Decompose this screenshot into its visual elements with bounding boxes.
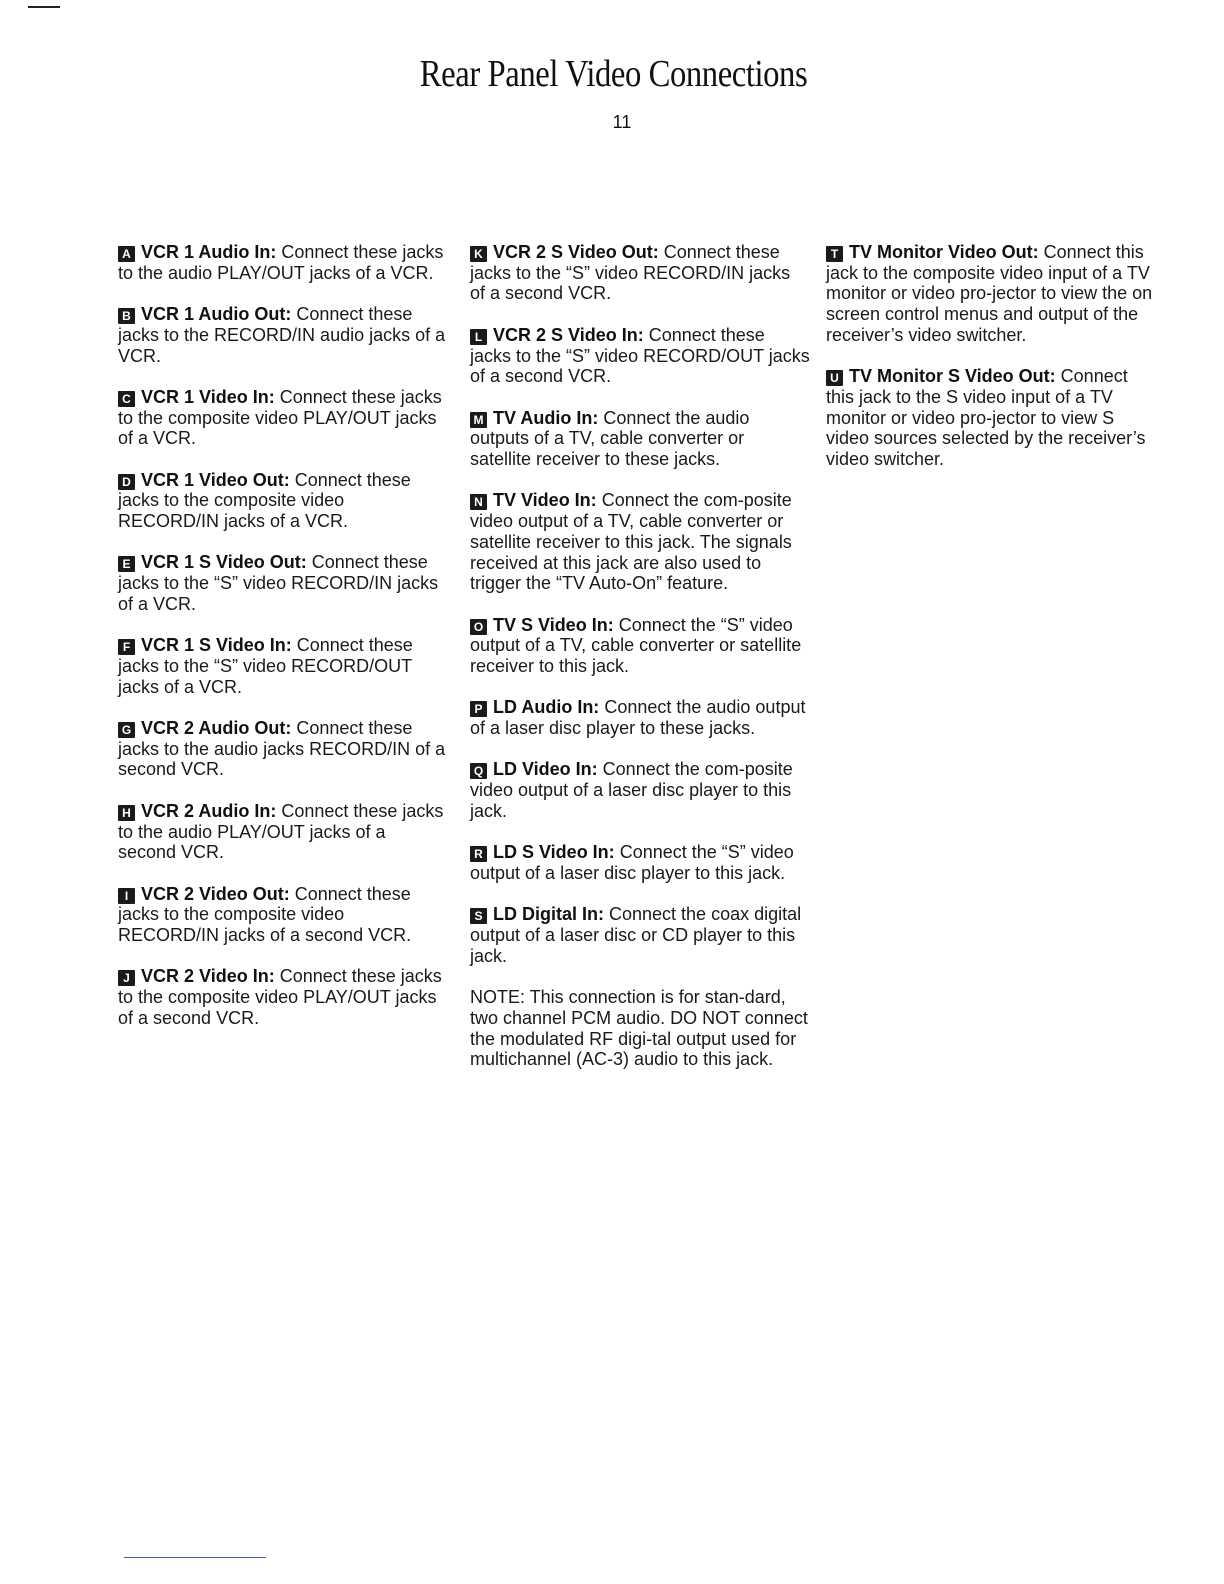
letter-badge: I (118, 888, 135, 904)
letter-badge: N (470, 494, 487, 510)
connection-description: Connect the com-posite video output of a TV, cable converter or satellite receiver to this jack. The signals received at this jack are also used to trigger the “TV Auto-On” feature. (470, 490, 792, 594)
page-number: 11 (612, 112, 632, 132)
connection-item-t (826, 242, 1156, 346)
connection-label: LD S Video In: (493, 842, 615, 863)
connection-description: Connect the coax digital output of a laser disc or CD player to this jack. (470, 904, 802, 966)
connection-item-l (470, 325, 810, 387)
page-title: Rear Panel Video Connections (419, 53, 808, 95)
connection-label: VCR 2 Video In: (141, 966, 275, 987)
connection-item-o (470, 615, 810, 677)
connection-description: Connect these jacks to the audio jacks RECORD/IN of a second VCR. (118, 718, 446, 780)
connection-description: Connect the com-posite video output of a laser disc player to this jack. (470, 759, 793, 821)
connection-label: VCR 1 S Video Out: (141, 552, 307, 573)
connection-item-r (470, 842, 810, 883)
letter-badge: E (118, 556, 135, 572)
connection-item-u (826, 366, 1156, 470)
connection-item-p (470, 697, 810, 738)
connection-label: LD Audio In: (493, 697, 600, 718)
letter-badge: G (118, 722, 135, 738)
letter-badge: R (470, 846, 487, 862)
connection-description: Connect these jacks to the “S” video RECORD/OUT jacks of a VCR. (118, 635, 413, 697)
connection-label: VCR 1 Audio In: (141, 242, 277, 262)
connection-item-b (118, 304, 448, 366)
letter-badge: Q (470, 763, 487, 779)
connection-description: Connect these jacks to the audio PLAY/OUT jacks of a VCR. (118, 242, 444, 283)
column-3 (826, 242, 1156, 490)
footer-rule (124, 1557, 266, 1558)
connection-label: TV Monitor Video Out: (849, 242, 1039, 262)
connection-label: LD Video In: (493, 759, 598, 780)
connection-item-f (118, 635, 448, 697)
connection-description: Connect this jack to the composite video input of a TV monitor or video pro-jector to view the on screen control menus and output of the receiver’s video switcher. (826, 242, 1153, 345)
connection-item-e (118, 552, 448, 614)
connection-description: Connect these jacks to the composite video RECORD/IN jacks of a second VCR. (118, 883, 412, 946)
connection-label: TV S Video In: (493, 614, 614, 635)
connection-label: TV Audio In: (493, 407, 599, 428)
connection-label: LD Digital In: (493, 904, 604, 925)
letter-badge: O (470, 619, 487, 635)
connection-description: Connect the audio outputs of a TV, cable converter or satellite receiver to these jacks. (470, 407, 750, 469)
letter-badge: K (470, 246, 487, 262)
connection-item-g (118, 718, 448, 780)
connection-description: Connect these jacks to the composite video PLAY/OUT jacks of a second VCR. (118, 966, 442, 1028)
connection-item-k (470, 242, 810, 304)
connection-description: Connect the “S” video output of a TV, cable converter or satellite receiver to this jack. (470, 614, 802, 676)
connection-description: Connect these jacks to the composite video RECORD/IN jacks of a VCR. (118, 469, 411, 532)
connection-item-s (470, 904, 810, 966)
connection-label: VCR 2 Video Out: (141, 883, 290, 904)
connection-description: Connect this jack to the S video input of a TV monitor or video pro-jector to view S video sources selected by the receiver’s video switcher. (826, 366, 1146, 470)
connection-label: VCR 2 Audio In: (141, 800, 277, 821)
connection-description: Connect these jacks to the “S” video RECORD/OUT jacks of a second VCR. (470, 324, 810, 387)
connection-item-n (470, 490, 810, 594)
connection-label: VCR 1 Video Out: (141, 469, 290, 490)
letter-badge: P (470, 701, 487, 717)
connection-label: TV Monitor S Video Out: (849, 366, 1056, 387)
note-text: NOTE: This connection is for stan-dard, two channel PCM audio. DO NOT connect the modulated RF digi-tal output used for multichannel (AC-3) audio to this jack. (470, 987, 808, 1070)
letter-badge: J (118, 970, 135, 986)
connection-label: VCR 2 Audio Out: (141, 718, 292, 739)
letter-badge: S (470, 908, 487, 924)
column-2 (470, 242, 810, 1088)
connection-item-c (118, 387, 448, 449)
connection-label: VCR 1 Audio Out: (141, 304, 292, 325)
connection-description: Connect the audio output of a laser disc player to these jacks. (470, 697, 806, 739)
connection-description: Connect these jacks to the RECORD/IN audio jacks of a VCR. (118, 304, 446, 366)
connection-label: VCR 2 S Video Out: (493, 242, 659, 262)
connection-item-h (118, 801, 448, 863)
letter-badge: D (118, 474, 135, 490)
connection-item-q (470, 759, 810, 821)
letter-badge: L (470, 329, 487, 345)
connection-item-a (118, 242, 448, 283)
connection-description: Connect these jacks to the “S” video RECORD/IN jacks of a VCR. (118, 552, 439, 614)
connection-label: VCR 1 Video In: (141, 386, 275, 407)
letter-badge: B (118, 308, 135, 324)
connection-description: Connect the “S” video output of a laser disc player to this jack. (470, 842, 794, 883)
corner-mark (28, 6, 60, 8)
connection-label: TV Video In: (493, 490, 597, 511)
connection-label: VCR 2 S Video In: (493, 324, 644, 345)
connection-item-d (118, 470, 448, 532)
connection-item-j (118, 966, 448, 1028)
letter-badge: C (118, 391, 135, 407)
letter-badge: F (118, 639, 135, 655)
connection-label: VCR 1 S Video In: (141, 635, 292, 656)
letter-badge: T (826, 246, 843, 262)
connection-description: Connect these jacks to the composite video PLAY/OUT jacks of a VCR. (118, 386, 442, 449)
connection-description: Connect these jacks to the audio PLAY/OUT jacks of a second VCR. (118, 800, 444, 863)
connection-item-i (118, 884, 448, 946)
letter-badge: H (118, 805, 135, 821)
connection-description: Connect these jacks to the “S” video RECORD/IN jacks of a second VCR. (470, 242, 791, 304)
connection-item-m (470, 408, 810, 470)
letter-badge: A (118, 246, 135, 262)
letter-badge: M (470, 412, 487, 428)
letter-badge: U (826, 370, 843, 386)
column-1 (118, 242, 448, 1049)
